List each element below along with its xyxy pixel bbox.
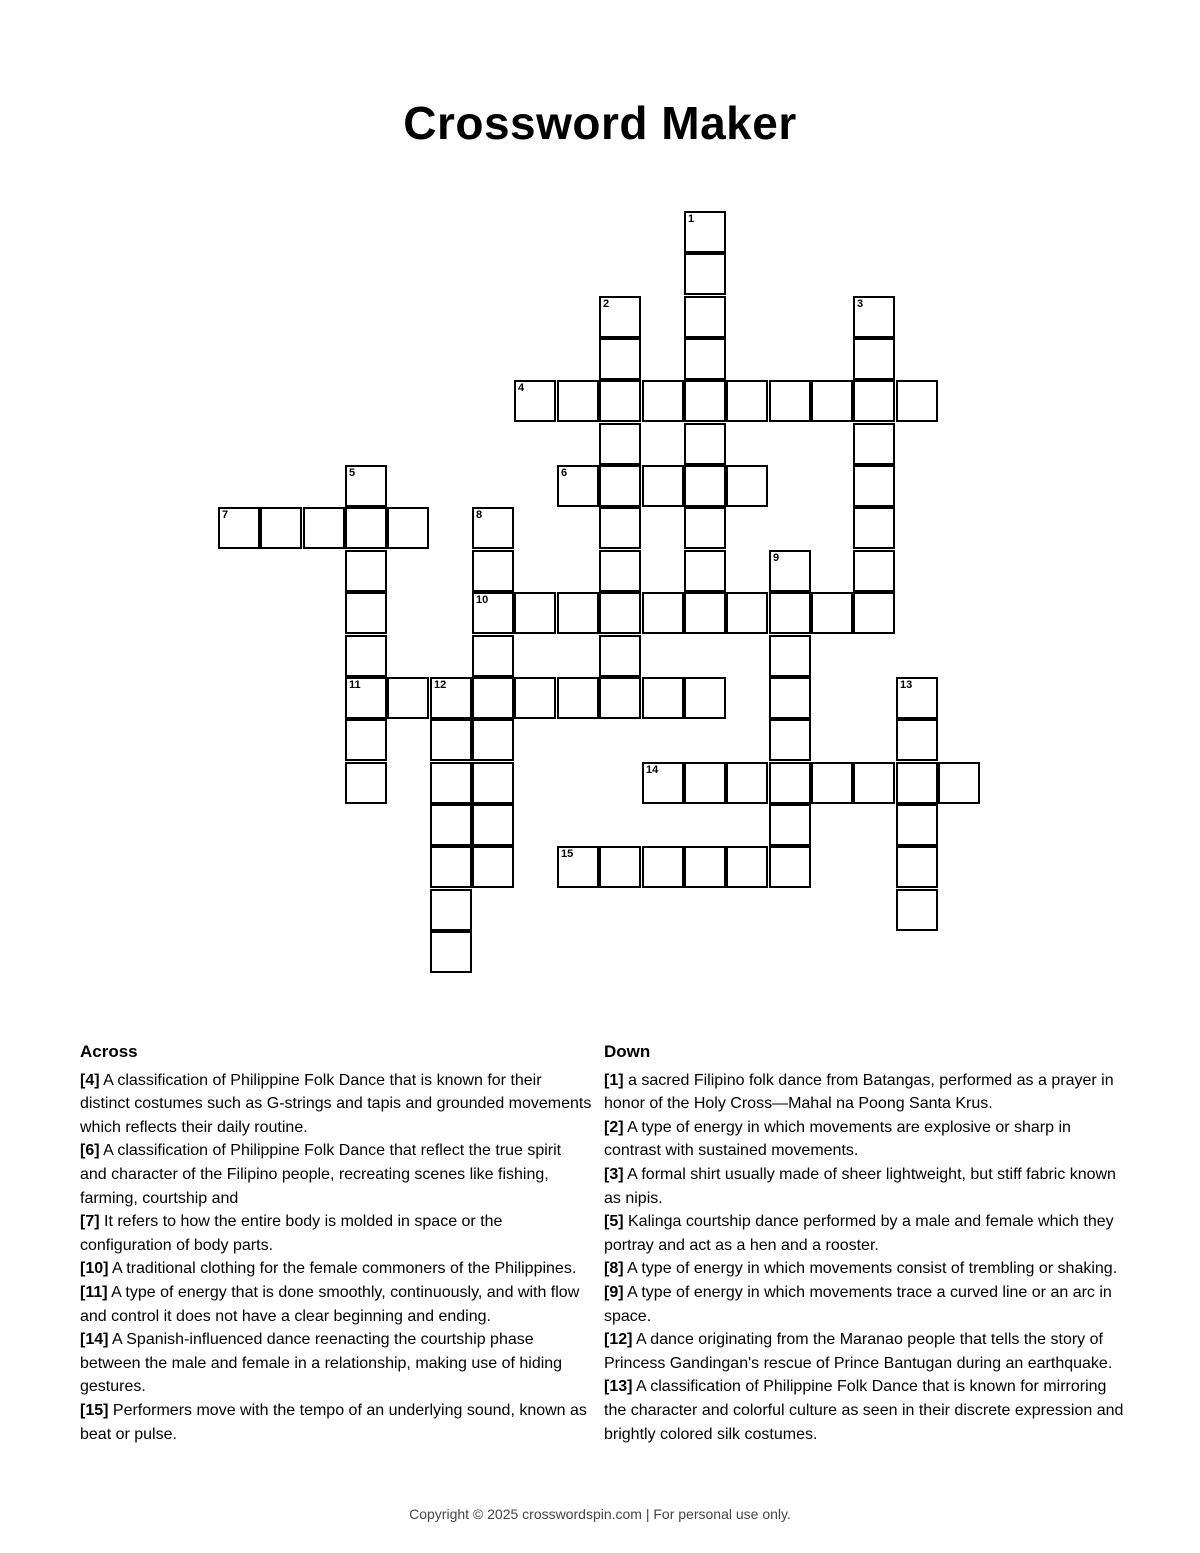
grid-cell[interactable] — [218, 507, 260, 549]
clue-number-label: [11] — [80, 1283, 108, 1301]
grid-cell[interactable] — [345, 465, 387, 507]
grid-cell[interactable] — [345, 507, 387, 549]
grid-cell[interactable] — [896, 889, 938, 931]
grid-cell[interactable] — [599, 507, 641, 549]
down-clue — [604, 1328, 1124, 1375]
clue-number-label: [8] — [604, 1260, 624, 1278]
grid-cell[interactable] — [811, 592, 853, 634]
grid-cell[interactable] — [726, 380, 768, 422]
clue-number: 9 — [773, 552, 780, 564]
grid-cell[interactable] — [769, 762, 811, 804]
grid-cell[interactable] — [684, 380, 726, 422]
grid-cell[interactable] — [853, 550, 895, 592]
grid-cell[interactable] — [472, 592, 514, 634]
grid-cell[interactable] — [472, 677, 514, 719]
grid-cell[interactable] — [599, 592, 641, 634]
grid-cell[interactable] — [514, 380, 556, 422]
grid-cell[interactable] — [472, 846, 514, 888]
grid-cell[interactable] — [769, 635, 811, 677]
grid-cell[interactable] — [684, 211, 726, 253]
across-heading: Across — [80, 1042, 138, 1061]
across-clues — [80, 1040, 592, 1446]
page-title: Crossword Maker — [403, 97, 797, 149]
grid-cell[interactable] — [303, 507, 345, 549]
grid-cell[interactable] — [557, 592, 599, 634]
clue-text: It refers to how the entire body is molded in space or the configuration of body parts. — [80, 1213, 503, 1254]
grid-cell[interactable] — [896, 380, 938, 422]
grid-cell[interactable] — [811, 762, 853, 804]
grid-cell[interactable] — [472, 719, 514, 761]
grid-cell[interactable] — [557, 677, 599, 719]
clue-number: 3 — [857, 298, 864, 310]
grid-cell[interactable] — [599, 423, 641, 465]
grid-cell[interactable] — [684, 846, 726, 888]
grid-cell[interactable] — [684, 465, 726, 507]
down-clue-list — [604, 1069, 1124, 1447]
down-clue — [604, 1163, 1124, 1210]
grid-cell[interactable] — [599, 380, 641, 422]
grid-cell[interactable] — [514, 677, 556, 719]
clue-number: 7 — [222, 509, 229, 521]
grid-cell[interactable] — [726, 762, 768, 804]
grid-cell[interactable] — [684, 550, 726, 592]
grid-cell[interactable] — [599, 846, 641, 888]
grid-cell[interactable] — [345, 550, 387, 592]
grid-cell[interactable] — [430, 762, 472, 804]
grid-cell[interactable] — [769, 380, 811, 422]
across-clue — [80, 1257, 592, 1281]
grid-cell[interactable] — [430, 931, 472, 973]
grid-cell[interactable] — [684, 507, 726, 549]
grid-cell[interactable] — [472, 762, 514, 804]
grid-cell[interactable] — [811, 380, 853, 422]
clue-number: 13 — [900, 679, 913, 691]
clue-number: 6 — [561, 467, 568, 479]
down-heading: Down — [604, 1042, 651, 1061]
grid-cell[interactable] — [642, 846, 684, 888]
clue-text: Performers move with the tempo of an underlying sound, known as beat or pulse. — [80, 1401, 587, 1443]
grid-cell[interactable] — [345, 762, 387, 804]
grid-cell[interactable] — [769, 846, 811, 888]
clue-text: A classification of Philippine Folk Dance that is known for their distinct costumes such as G-strings and tapis and grounded movements which reflects their daily routine. — [80, 1071, 592, 1136]
down-clue — [604, 1069, 1124, 1116]
grid-cell[interactable] — [472, 507, 514, 549]
grid-cell[interactable] — [260, 507, 302, 549]
clue-text: A dance originating from the Maranao people that tells the story of Princess Gandingan's rescue of Prince Bantugan during an earthquake. — [604, 1331, 1113, 1372]
grid-cell[interactable] — [684, 762, 726, 804]
grid-cell[interactable] — [472, 635, 514, 677]
clue-number-label: [13] — [604, 1378, 633, 1396]
grid-cell[interactable] — [684, 677, 726, 719]
grid-cell[interactable] — [472, 804, 514, 846]
grid-cell[interactable] — [430, 846, 472, 888]
grid-cell[interactable] — [853, 592, 895, 634]
grid-cell[interactable] — [896, 762, 938, 804]
clue-number: 14 — [646, 764, 659, 776]
grid-cell[interactable] — [853, 423, 895, 465]
grid-cell[interactable] — [557, 465, 599, 507]
grid-cell[interactable] — [642, 762, 684, 804]
grid-cell[interactable] — [345, 719, 387, 761]
grid-cell[interactable] — [430, 804, 472, 846]
clue-number: 2 — [603, 298, 610, 310]
down-clue — [604, 1375, 1124, 1446]
clue-number: 4 — [518, 382, 525, 394]
clue-number-label: [2] — [604, 1118, 624, 1136]
grid-cell[interactable] — [853, 296, 895, 338]
clue-number-label: [10] — [80, 1260, 109, 1278]
grid-cell[interactable] — [853, 338, 895, 380]
clue-number-label: [3] — [604, 1165, 624, 1183]
grid-cell[interactable] — [896, 804, 938, 846]
clue-text: A formal shirt usually made of sheer lightweight, but stiff fabric known as nipis. — [604, 1165, 1116, 1207]
clue-number-label: [5] — [604, 1213, 624, 1231]
clue-text: A type of energy in which movements are explosive or sharp in contrast with sustained movements. — [604, 1118, 1071, 1160]
grid-cell[interactable] — [642, 592, 684, 634]
clue-text: A classification of Philippine Folk Dance that is known for mirroring the character and colorful culture as seen in their discrete expression and brightly colored silk costumes. — [604, 1378, 1124, 1443]
grid-cell[interactable] — [896, 719, 938, 761]
clue-number-label: [12] — [604, 1331, 633, 1349]
clue-text: A classification of Philippine Folk Dance that reflect the true spirit and character of the Filipino people, recreating scenes like fishing, farming, courtship and — [80, 1142, 562, 1207]
clue-text: A type of energy in which movements trace a curved line or an arc in space. — [604, 1283, 1112, 1325]
down-clues — [604, 1040, 1124, 1446]
grid-cell[interactable] — [684, 592, 726, 634]
grid-cell[interactable] — [430, 677, 472, 719]
clue-number: 12 — [434, 679, 447, 691]
grid-cell[interactable] — [896, 846, 938, 888]
grid-cell[interactable] — [896, 677, 938, 719]
grid-cell[interactable] — [642, 380, 684, 422]
grid-cell[interactable] — [769, 592, 811, 634]
clue-text: A type of energy that is done smoothly, continuously, and with flow and control it does not have a clear beginning and ending. — [80, 1283, 580, 1325]
grid-cell[interactable] — [599, 296, 641, 338]
grid-cell[interactable] — [599, 635, 641, 677]
clue-text: a sacred Filipino folk dance from Batangas, performed as a prayer in honor of the Holy Cross—Mahal na Poong Santa Krus. — [604, 1071, 1114, 1113]
clue-number-label: [4] — [80, 1071, 100, 1089]
down-clue — [604, 1210, 1124, 1257]
grid-cell[interactable] — [769, 719, 811, 761]
grid-cell[interactable] — [684, 296, 726, 338]
down-clue — [604, 1116, 1124, 1163]
grid-cell[interactable] — [345, 592, 387, 634]
down-clue — [604, 1281, 1124, 1328]
across-clue-list — [80, 1069, 592, 1447]
clue-number: 8 — [476, 509, 483, 521]
grid-cell[interactable] — [769, 677, 811, 719]
across-clue — [80, 1210, 592, 1257]
clue-number: 10 — [476, 594, 489, 606]
grid-cell[interactable] — [684, 253, 726, 295]
grid-cell[interactable] — [853, 507, 895, 549]
grid-cell[interactable] — [642, 677, 684, 719]
grid-cell[interactable] — [387, 677, 429, 719]
grid-cell[interactable] — [599, 677, 641, 719]
grid-cell[interactable] — [387, 507, 429, 549]
across-clue — [80, 1139, 592, 1210]
across-clue — [80, 1328, 592, 1399]
clue-text: A type of energy in which movements consist of trembling or shaking. — [623, 1260, 1118, 1278]
grid-cell[interactable] — [430, 889, 472, 931]
clue-number-label: [1] — [604, 1071, 624, 1089]
grid-cell[interactable] — [345, 635, 387, 677]
clue-number-label: [15] — [80, 1401, 109, 1419]
clue-number-label: [14] — [80, 1331, 109, 1349]
grid-cell[interactable] — [938, 762, 980, 804]
grid-cell[interactable] — [514, 592, 556, 634]
grid-cell[interactable] — [853, 380, 895, 422]
clue-number: 1 — [688, 213, 695, 225]
grid-cell[interactable] — [684, 338, 726, 380]
grid-cell[interactable] — [599, 550, 641, 592]
across-clue — [80, 1281, 592, 1328]
grid-cell[interactable] — [769, 550, 811, 592]
across-clue — [80, 1069, 592, 1140]
copyright-footer: Copyright © 2025 crosswordspin.com | For personal use only. — [409, 1506, 791, 1522]
clue-number-label: [7] — [80, 1213, 100, 1231]
clue-text: A Spanish-influenced dance reenacting the courtship phase between the male and female in a relationship, making use of hiding gestures. — [80, 1331, 563, 1396]
across-clue — [80, 1399, 592, 1446]
grid-cell[interactable] — [726, 465, 768, 507]
grid-cell[interactable] — [853, 465, 895, 507]
clue-number: 15 — [561, 848, 574, 860]
clue-number-label: [9] — [604, 1283, 624, 1301]
clue-text: Kalinga courtship dance performed by a male and female which they portray and act as a hen and a rooster. — [604, 1213, 1114, 1254]
clue-number: 5 — [349, 467, 356, 479]
grid-cell[interactable] — [599, 465, 641, 507]
grid-cell[interactable] — [557, 380, 599, 422]
grid-cell[interactable] — [684, 423, 726, 465]
grid-cell[interactable] — [599, 338, 641, 380]
grid-cell[interactable] — [726, 592, 768, 634]
grid-cell[interactable] — [472, 550, 514, 592]
grid-cell[interactable] — [345, 677, 387, 719]
grid-cell[interactable] — [726, 846, 768, 888]
clue-text: A traditional clothing for the female commoners of the Philippines. — [108, 1260, 577, 1278]
grid-cell[interactable] — [642, 465, 684, 507]
grid-cell[interactable] — [430, 719, 472, 761]
down-clue — [604, 1257, 1124, 1281]
grid-cell[interactable] — [769, 804, 811, 846]
clue-number-label: [6] — [80, 1142, 100, 1160]
grid-cell[interactable] — [557, 846, 599, 888]
grid-cell[interactable] — [853, 762, 895, 804]
clue-number: 11 — [349, 679, 361, 691]
